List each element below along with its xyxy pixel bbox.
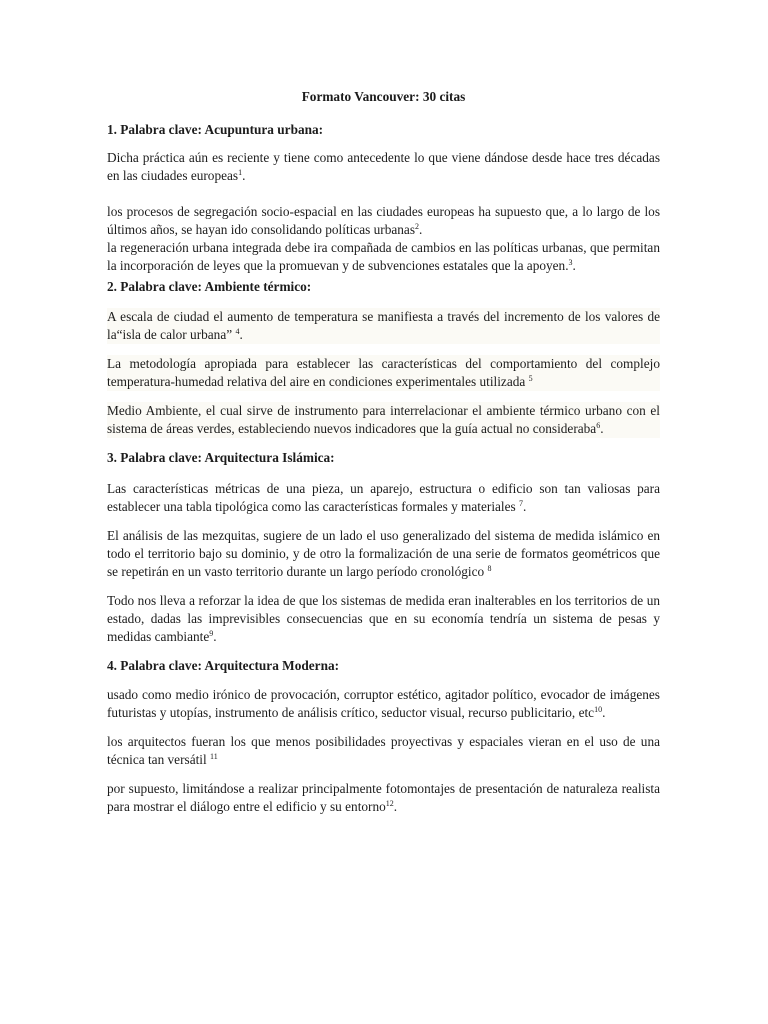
citation-ref: 10 <box>594 705 603 714</box>
citation-ref: 11 <box>210 752 218 761</box>
citation-paragraph-10 <box>107 686 660 722</box>
citation-text: La metodología apropiada para establecer las características del comportamiento del complejo temperatura-humedad relativa del aire en condiciones experimentales utilizada <box>107 356 660 389</box>
document-title: Formato Vancouver: 30 citas <box>301 89 466 104</box>
citation-ref: 4 <box>235 327 240 336</box>
citation-text: Las características métricas de una pieza, un aparejo, estructura o edificio son tan valiosas para establecer una tabla tipológica como las características formales y materiales <box>107 481 660 514</box>
citation-text: usado como medio irónico de provocación, corruptor estético, agitador político, evocador de imágenes futuristas y utopías, instrumento de análisis crítico, seductor visual, recurso publicitario, etc <box>107 687 660 720</box>
citation-end: . <box>602 705 606 720</box>
citation-ref: 2 <box>415 222 419 231</box>
citation-end: . <box>239 327 243 342</box>
citation-ref: 1 <box>238 168 243 177</box>
citation-end: . <box>600 421 604 436</box>
document-page <box>107 88 660 827</box>
citation-text: Dicha práctica aún es reciente y tiene como antecedente lo que viene dándose desde hace tres décadas en las ciudades europeas <box>107 150 660 183</box>
citation-paragraph-7 <box>107 480 660 516</box>
citation-paragraph-2 <box>107 203 660 239</box>
citation-paragraph-12 <box>107 780 660 816</box>
citation-end: . <box>393 799 398 814</box>
citation-paragraph-6 <box>107 402 660 438</box>
citation-text: la regeneración urbana integrada debe ira compañada de cambios en las políticas urbanas, que permitan la incorporación de leyes que la promuevan y de subvenciones estatales que la apoyen. <box>107 240 660 273</box>
citation-ref: 5 <box>528 374 533 383</box>
citation-end: . <box>213 629 217 644</box>
citation-text: los procesos de segregación socio-espacial en las ciudades europeas ha supuesto que, a lo largo de los últimos años, se hayan ido consolidando políticas urbanas <box>107 204 660 237</box>
citation-ref: 12 <box>385 799 394 808</box>
section-heading-arquitectura-islamica: 3. Palabra clave: Arquitectura Islámica: <box>107 450 335 465</box>
citation-text: Todo nos lleva a reforzar la idea de que los sistemas de medida eran inalterables en los territorios de un estado, dadas las imprevisibles consecuencias que en su economía tendría un sistema de pesas y medidas cambiante <box>107 593 660 644</box>
citation-paragraph-1 <box>107 149 660 185</box>
citation-ref: 8 <box>487 564 492 573</box>
citation-ref: 9 <box>209 629 214 638</box>
citation-paragraph-9 <box>107 592 660 646</box>
section-heading-ambiente-termico: 2. Palabra clave: Ambiente térmico: <box>107 279 312 294</box>
citation-text: Medio Ambiente, el cual sirve de instrumento para interrelacionar el ambiente térmico urbano con el sistema de áreas verdes, estableciendo nuevos indicadores que la guía actual no consideraba <box>107 403 660 436</box>
citation-paragraph-5 <box>107 355 660 391</box>
citation-end: . <box>523 499 527 514</box>
citation-ref: 6 <box>596 421 601 430</box>
citation-text: los arquitectos fueran los que menos posibilidades proyectivas y espaciales vieran en el uso de una técnica tan versátil <box>107 734 660 767</box>
citation-paragraph-4 <box>107 308 660 344</box>
citation-paragraph-3 <box>107 239 660 275</box>
citation-end: . <box>242 168 246 183</box>
citation-text: El análisis de las mezquitas, sugiere de un lado el uso generalizado del sistema de medida islámico en todo el territorio bajo su dominio, y de otro la formalización de una serie de formatos geométricos que se repetirán en un vasto territorio durante un largo período cronológico <box>107 528 660 579</box>
section-heading-arquitectura-moderna: 4. Palabra clave: Arquitectura Moderna: <box>107 658 340 673</box>
citation-ref: 3 <box>568 258 573 267</box>
citation-ref: 7 <box>519 499 524 508</box>
citation-text: A escala de ciudad el aumento de temperatura se manifiesta a través del incremento de los valores de la“isla de calor urbana” <box>107 309 660 342</box>
citation-end: . <box>572 258 576 273</box>
citation-end: . <box>419 222 423 237</box>
citation-paragraph-8 <box>107 527 660 581</box>
citation-text: por supuesto, limitándose a realizar principalmente fotomontajes de presentación de naturaleza realista para mostrar el diálogo entre el edificio y su entorno <box>107 781 660 814</box>
section-heading-acupuntura-urbana: 1. Palabra clave: Acupuntura urbana: <box>107 122 324 137</box>
citation-paragraph-11 <box>107 733 660 769</box>
